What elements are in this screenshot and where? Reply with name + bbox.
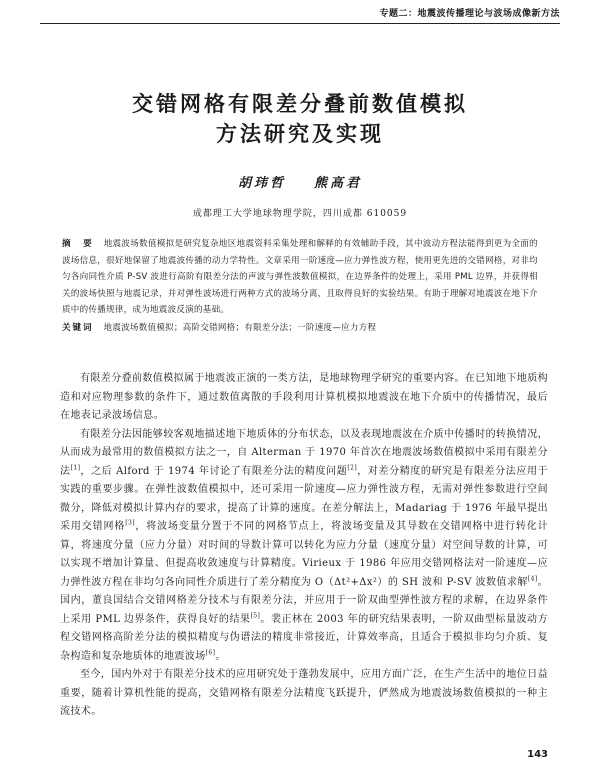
body-text xyxy=(60,370,548,722)
abstract-text: 地震波场数值模拟是研究复杂地区地震资料采集处理和解释的有效辅助手段，其中波动方程法能得到更为全面的波场信息，很好地保留了地震波传播的动力学特性。文章采用一阶速度—应力弹性波方程，使用更先进的交错网格，对非均匀各向同性介质 P-SV 波进行高阶有限差分法的声波与弹性波数值模拟，在边界条件的处理上，采用 PML 边界，并获得相关的波场快照与地震记录，并对弹性波场进行两种方式的波场分离，且取得良好的实验结果。有助于理解对地震波在地下介质中的传播规律，成为地震波反演的基础。 xyxy=(62,239,538,315)
citation: [4] xyxy=(527,575,538,583)
citation: [2] xyxy=(347,464,358,472)
abstract-block xyxy=(62,236,538,336)
body-paragraph: 有限差分叠前数值模拟属于地震波正演的一类方法，是地球物理学研究的重要内容。在已知地下地质构造和对应物理参数的条件下，通过数值离散的手段利用计算机模拟地震波在地下介质中的传播情况，最后在地表记录波场信息。 xyxy=(60,373,548,421)
citation: [1] xyxy=(70,464,81,472)
citation: [6] xyxy=(205,649,216,657)
keywords-label: 关键词 xyxy=(62,322,94,333)
page-number: 143 xyxy=(527,749,548,760)
citation: [3] xyxy=(125,519,135,527)
affiliation: 成都理工大学地球物理学院，四川成都 610059 xyxy=(192,209,408,219)
paper-title-line-1: 交错网格有限差分叠前数值模拟 xyxy=(132,92,468,116)
body-paragraph: 至今，国内外对于有限差分技术的应用研究处于蓬勃发展中，应用方面广泛，在生产生活中的地位日益重要，随着计算机性能的提高，交错网格有限差分法精度飞跃提升，俨然成为地震波场数值模拟的一种主流技术。 xyxy=(60,669,548,717)
author-name: 胡玮哲 xyxy=(237,176,286,191)
body-paragraph: 有限差分法因能够较客观地描述地下地质体的分布状态，以及表现地震波在介质中传播时的转换情况，从而成为最常用的数值模拟方法之一，自 Alterman 于 1970 年首次在地震波场数值模拟中采用有限差分法[1]，之后 Alford 于 1974 年讨论了有限差分法的精度问题[2]，对差分精度的研究是有限差分法应用于实践的重要步骤。在弹性波数值模拟中，还可采用一阶速度—应力弹性波方程，无需对弹性参数进行空间微分，降低对模拟计算内存的要求，提高了计算的速度。在差分解法上，Madariag 于 1976 年最早提出采用交错网格[3]，将波场变量分置于不同的网格节点上，将波场变量及其导数在交错网格中进行转化计算，将速度分量（应力分量）对时间的导数计算可以转化为应力分量（速度分量）对空间导数的计算，可以实现不增加计算量、但提高收敛速度与计算精度。Virieux 于 1986 年应用交错网格法对一阶速度—应力弹性波方程在非均匀各向同性介质进行了差分精度为 O（Δt²+Δx²）的 SH 波和 P-SV 波数值求解[4]。国内，董良国结合交错网格差分技术与有限差分法，并应用于一阶双曲型弹性波方程的求解，在边界条件上采用 PML 边界条件，获得良好的结果[5]。裴正林在 2003 年的研究结果表明，一阶双曲型标量波动方程交错网格高阶差分法的模拟精度与伪谱法的精度非常接近，计算效率高，且适合于模拟非均匀介质、复杂构造和复杂地质体的地震波场[6]。 xyxy=(60,428,549,662)
citation: [5] xyxy=(250,612,261,620)
keywords-text: 地震波场数值模拟；高阶交错网格；有限差分法；一阶速度—应力方程 xyxy=(103,322,377,333)
keywords xyxy=(62,320,538,337)
header-rule xyxy=(40,23,560,24)
author-name: 熊高君 xyxy=(314,176,363,191)
author-list xyxy=(0,172,600,191)
paper-title-line-2: 方法研究及实现 xyxy=(216,122,384,146)
running-header: 专题二：地震波传播理论与波场成像新方法 xyxy=(379,9,560,19)
abstract-label: 摘 要 xyxy=(62,239,94,249)
abstract xyxy=(62,236,538,319)
